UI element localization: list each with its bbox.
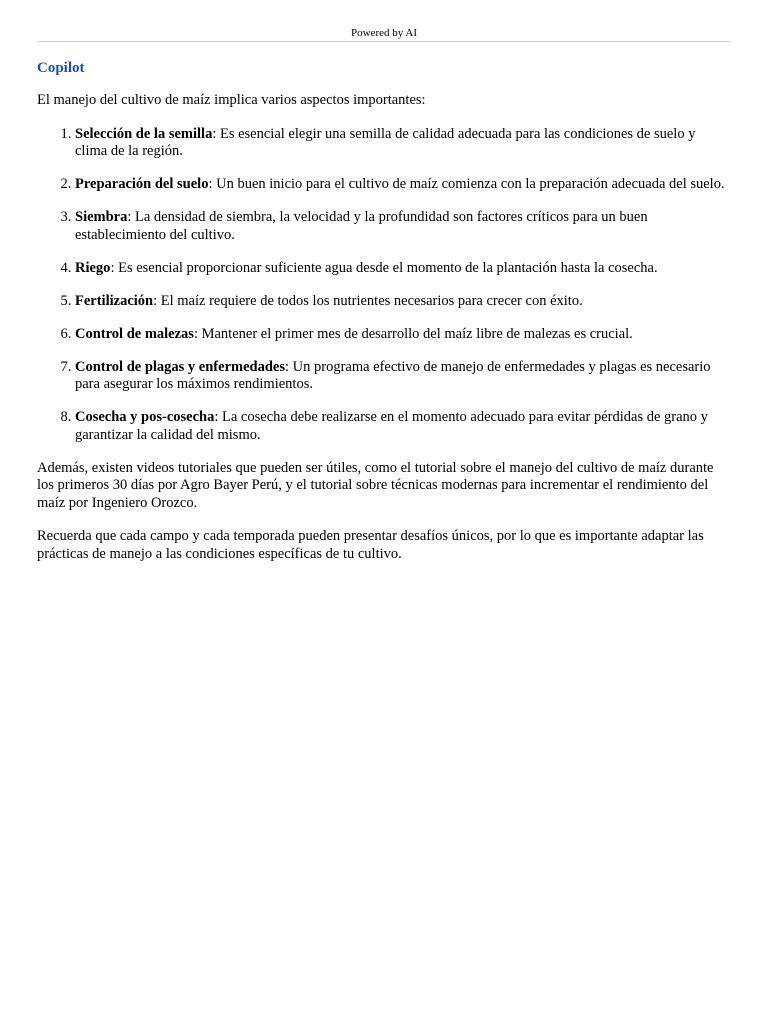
list-item [75,293,731,311]
list-item-text: : La densidad de siembra, la velocidad y la profundidad son factores críticos para un buen establecimiento del cultivo. [75,209,648,243]
list-item-title: Selección de la semilla [75,125,213,142]
list-item-title: Cosecha y pos-cosecha [75,409,215,425]
closing-paragraph: Recuerda que cada campo y cada temporada pueden presentar desafíos únicos, por lo que es importante adaptar las prácticas de manejo a las condiciones específicas de tu cultivo. [37,528,704,562]
list-item-text: : La cosecha debe realizarse en el momento adecuado para evitar pérdidas de grano y garantizar la calidad del mismo. [75,409,708,443]
list-item-text: : Es esencial proporcionar suficiente agua desde el momento de la plantación hasta la cosecha. [110,259,658,276]
list-item-title: Siembra [75,209,128,225]
list-item-text: : El maíz requiere de todos los nutrientes necesarios para crecer con éxito. [153,292,583,309]
list-item-text: : Mantener el primer mes de desarrollo del maíz libre de malezas es crucial. [193,325,633,342]
videos-paragraph: Además, existen videos tutoriales que pueden ser útiles, como el tutorial sobre el manejo del cultivo de maíz durante los primeros 30 días por Agro Bayer Perú, y el tutorial sobre técnicas modernas para incrementar el rendimiento del maíz por Ingeniero Orozco. [37,459,714,511]
list-item [75,409,731,444]
list-item-text: : Es esencial elegir una semilla de calidad adecuada para las condiciones de suelo y clima de la región. [75,125,696,159]
list-item [75,359,731,394]
assistant-name: Copilot [37,60,85,76]
response-intro: El manejo del cultivo de maíz implica varios aspectos importantes: [37,92,426,108]
list-item-title: Fertilización [75,292,154,309]
list-item [75,326,731,344]
list-item [75,126,731,161]
list-item-title: Riego [75,259,111,276]
list-item-text: : Un programa efectivo de manejo de enfermedades y plagas es necesario para asegurar los máximos rendimientos. [75,358,711,392]
list-item [75,260,731,278]
steps-list [37,126,731,445]
document-page [37,0,731,563]
list-item-text: : Un buen inicio para el cultivo de maíz comienza con la preparación adecuada del suelo. [208,176,725,192]
list-item-title: Control de malezas [75,325,194,342]
list-item [75,176,731,194]
list-item [75,209,731,244]
list-item-title: Control de plagas y enfermedades [75,358,285,375]
powered-by-header: Powered by AI [37,0,731,42]
list-item-title: Preparación del suelo [75,176,209,192]
